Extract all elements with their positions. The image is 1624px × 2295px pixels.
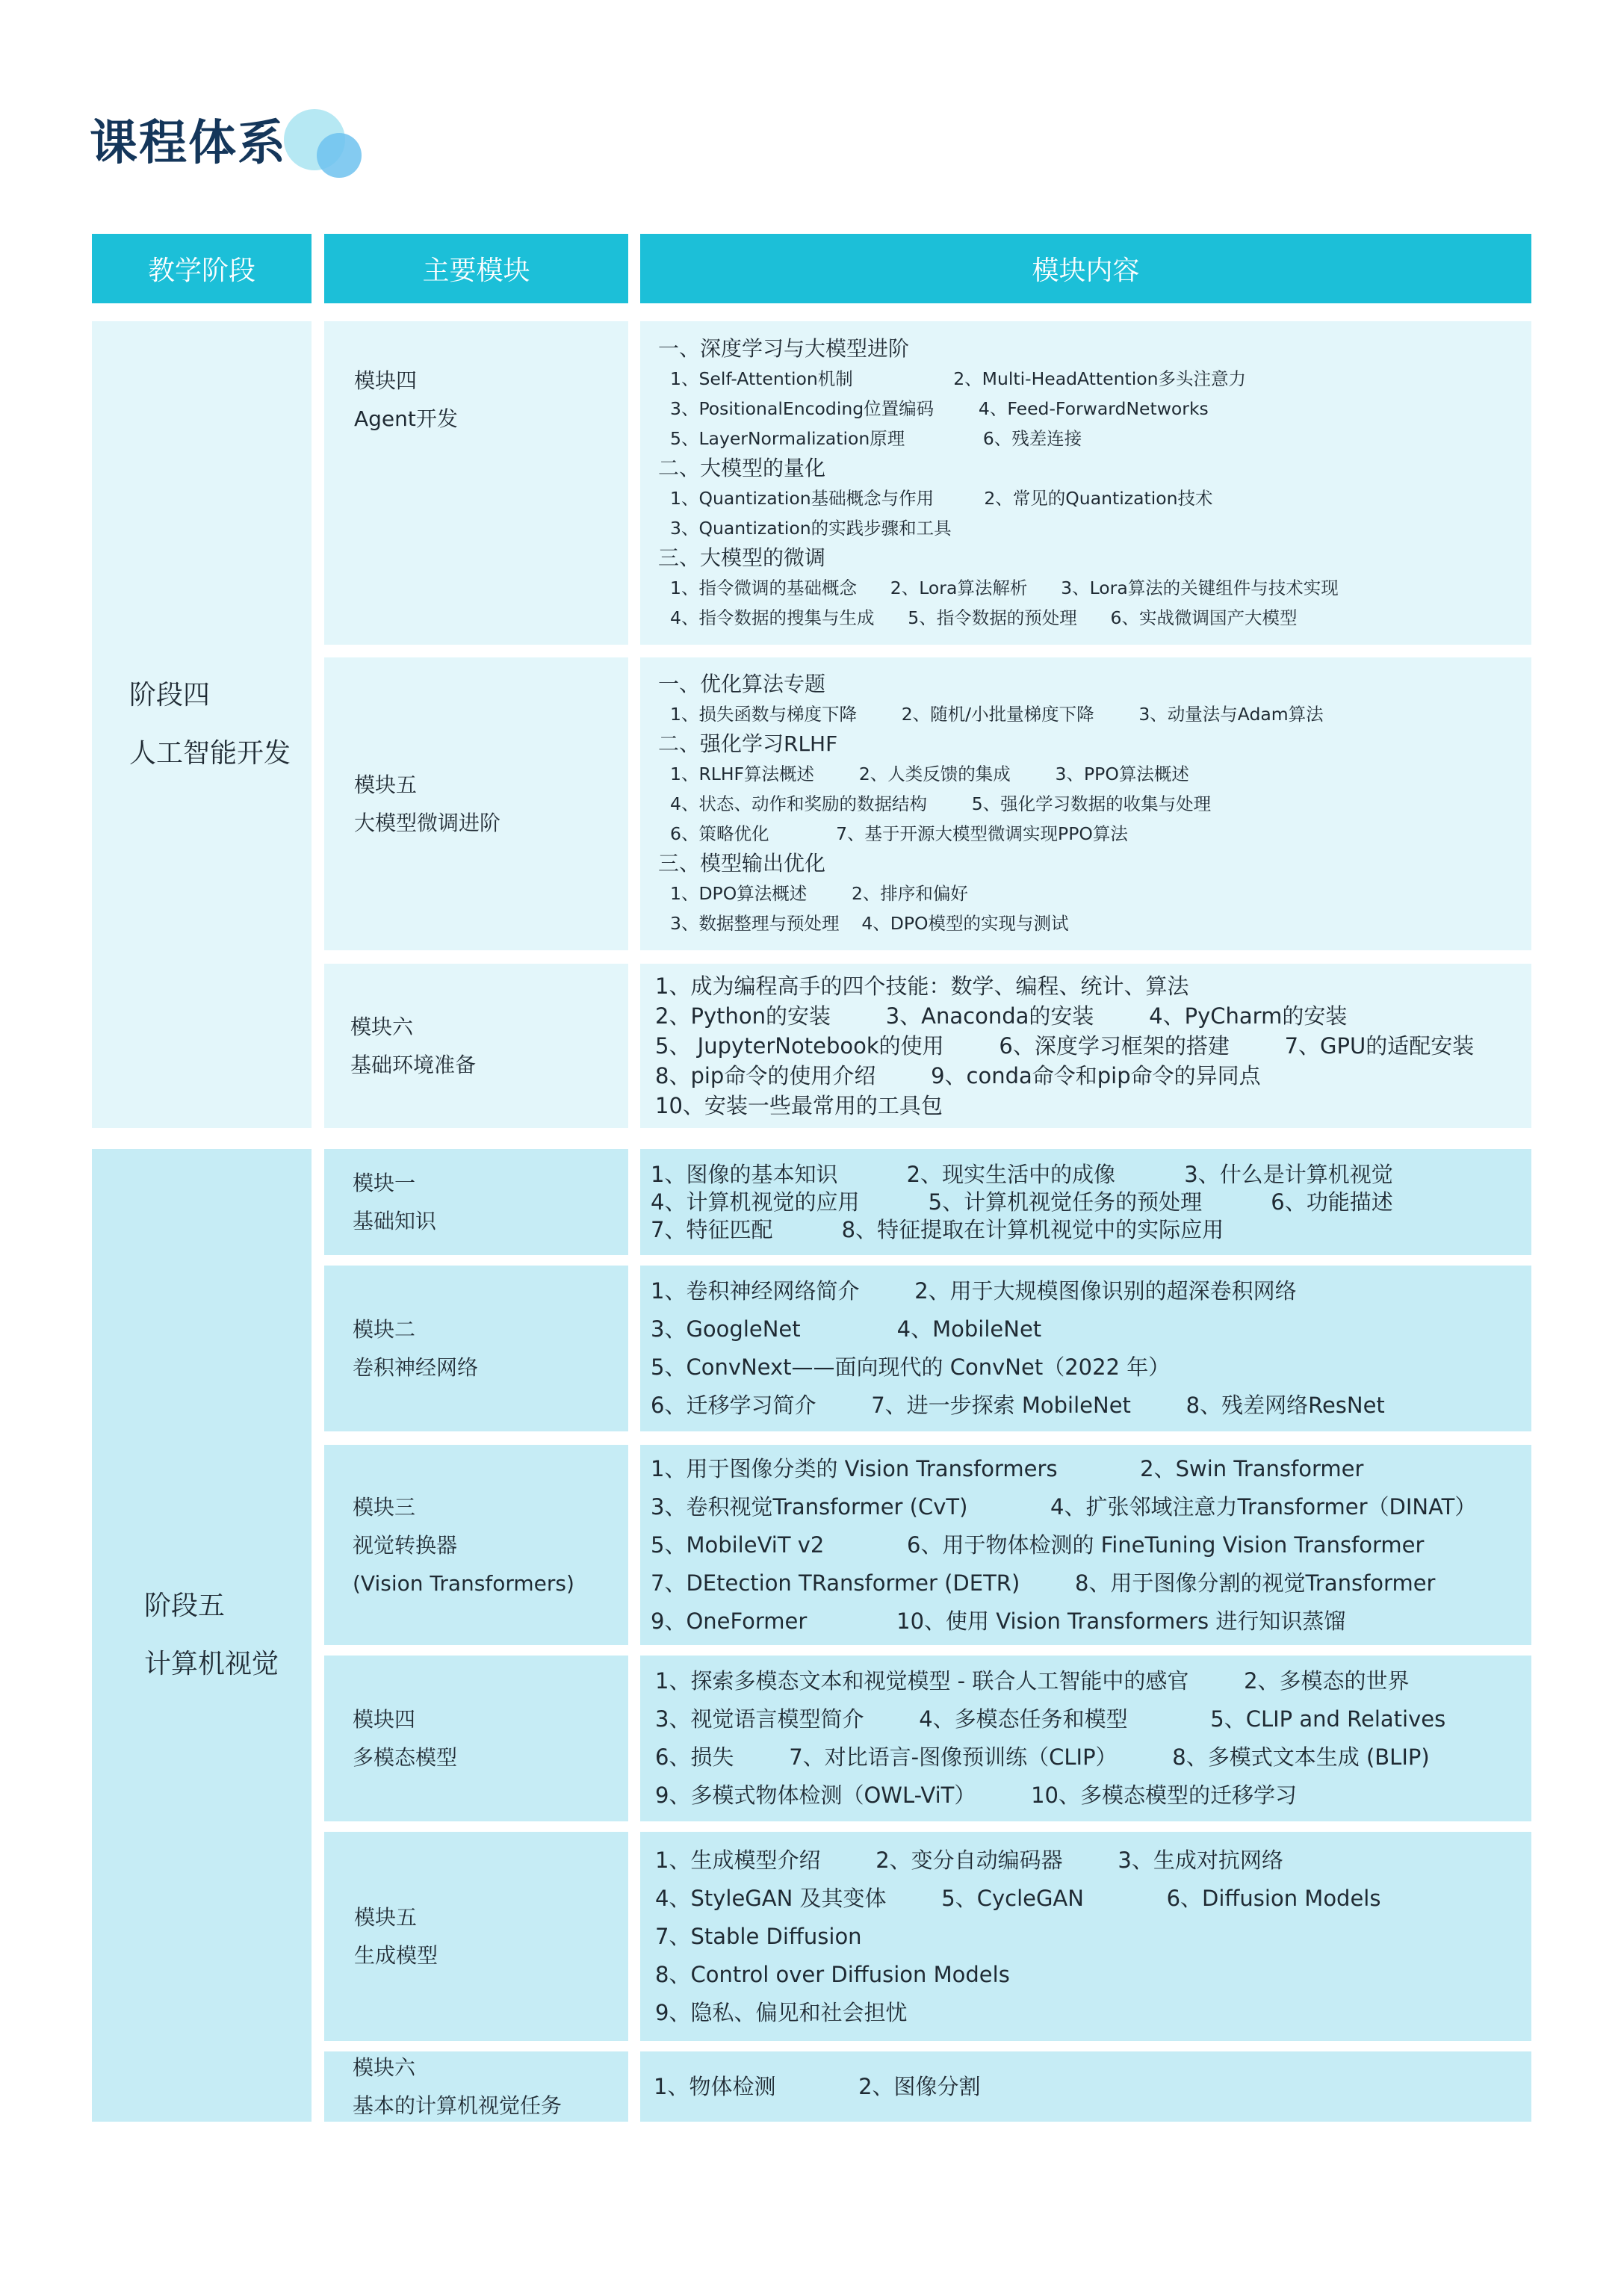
module-name: 模块三 bbox=[353, 1494, 416, 1520]
content-line: 1、损失函数与梯度下降 2、随机/小批量梯度下降 3、动量法与Adam算法 bbox=[670, 704, 1324, 725]
content-line: 1、物体检测 2、图像分割 bbox=[654, 2073, 981, 2099]
page-title: 课程体系 bbox=[90, 116, 287, 171]
module-name: 模块四 bbox=[354, 368, 418, 393]
content-line: 7、Stable Diffusion bbox=[655, 1923, 862, 1949]
content-line: 3、卷积视觉Transformer (CvT) 4、扩张邻域注意力Transformer（DINAT） bbox=[651, 1493, 1477, 1520]
content-line: 1、Quantization基础概念与作用 2、常见的Quantization技术 bbox=[670, 487, 1213, 509]
module-name: 模块二 bbox=[353, 1317, 416, 1342]
content-line: 9、隐私、偏见和社会担忧 bbox=[655, 1999, 908, 2025]
stage-title: 计算机视觉 bbox=[144, 1649, 279, 1679]
module-content-cell bbox=[640, 964, 1531, 1128]
module-content-cell bbox=[640, 1656, 1531, 1821]
content-line: 2、Python的安装 3、Anaconda的安装 4、PyCharm的安装 bbox=[655, 1003, 1348, 1029]
module-title: 多模态模型 bbox=[353, 1745, 458, 1770]
content-line: 6、迁移学习简介 7、进一步探索 MobileNet 8、残差网络ResNet bbox=[651, 1393, 1385, 1418]
module-title: Agent开发 bbox=[354, 406, 458, 431]
content-line: 1、指令微调的基础概念 2、Lora算法解析 3、Lora算法的关键组件与技术实现 bbox=[670, 577, 1339, 598]
content-line: 9、OneFormer 10、使用 Vision Transformers 进行知识蒸馏 bbox=[651, 1608, 1346, 1634]
content-line: 1、图像的基本知识 2、现实生活中的成像 3、什么是计算机视觉 bbox=[651, 1161, 1393, 1187]
module-name: 模块五 bbox=[354, 772, 418, 797]
module-title: 视觉转换器 bbox=[353, 1532, 458, 1558]
module-subtitle: (Vision Transformers) bbox=[353, 1570, 574, 1596]
content-line: 6、损失 7、对比语言-图像预训练（CLIP） 8、多模式文本生成 (BLIP) bbox=[655, 1744, 1430, 1770]
module-cell bbox=[324, 1832, 628, 2041]
content-line: 三、模型输出优化 bbox=[658, 851, 826, 876]
content-line: 3、Quantization的实践步骤和工具 bbox=[670, 517, 952, 539]
content-line: 1、成为编程高手的四个技能：数学、编程、统计、算法 bbox=[655, 973, 1189, 999]
content-line: 5、 JupyterNotebook的使用 6、深度学习框架的搭建 7、GPU的适配安装 bbox=[655, 1033, 1475, 1059]
module-cell bbox=[324, 2051, 628, 2122]
module-cell bbox=[324, 964, 628, 1128]
module-cell bbox=[324, 321, 628, 645]
content-line: 10、安装一些最常用的工具包 bbox=[655, 1093, 943, 1118]
content-line: 3、数据整理与预处理 4、DPO模型的实现与测试 bbox=[670, 913, 1069, 934]
content-line: 3、PositionalEncoding位置编码 4、Feed-ForwardNetworks bbox=[670, 397, 1209, 419]
module-name: 模块一 bbox=[353, 1171, 416, 1195]
module-content-cell bbox=[640, 1149, 1531, 1255]
stage-name: 阶段四 bbox=[129, 680, 211, 710]
content-line: 1、生成模型介绍 2、变分自动编码器 3、生成对抗网络 bbox=[655, 1847, 1283, 1873]
module-title: 基本的计算机视觉任务 bbox=[353, 2093, 562, 2118]
module-cell bbox=[324, 1445, 628, 1645]
content-line: 1、RLHF算法概述 2、人类反馈的集成 3、PPO算法概述 bbox=[670, 764, 1189, 784]
content-line: 8、pip命令的使用介绍 9、conda命令和pip命令的异同点 bbox=[655, 1063, 1261, 1088]
decorative-circle-icon bbox=[317, 133, 362, 178]
content-line: 4、指令数据的搜集与生成 5、指令数据的预处理 6、实战微调国产大模型 bbox=[670, 607, 1298, 628]
content-line: 1、Self-Attention机制 2、Multi-HeadAttention多头注意力 bbox=[670, 368, 1247, 389]
content-line: 4、StyleGAN 及其变体 5、CycleGAN 6、Diffusion Models bbox=[655, 1885, 1381, 1911]
header-content: 模块内容 bbox=[640, 234, 1531, 303]
module-name: 模块五 bbox=[354, 1905, 418, 1930]
module-title: 基础环境准备 bbox=[350, 1053, 477, 1077]
module-name: 模块六 bbox=[350, 1015, 414, 1039]
content-line: 1、卷积神经网络简介 2、用于大规模图像识别的超深卷积网络 bbox=[651, 1278, 1297, 1304]
content-line: 一、深度学习与大模型进阶 bbox=[658, 335, 910, 361]
module-content-cell bbox=[640, 657, 1531, 950]
stage-title: 人工智能开发 bbox=[129, 738, 291, 769]
module-title: 生成模型 bbox=[354, 1943, 438, 1968]
module-content-cell bbox=[640, 1266, 1531, 1431]
module-name: 模块六 bbox=[353, 2055, 416, 2080]
stage-four-cell bbox=[92, 321, 312, 1128]
content-line: 3、GoogleNet 4、MobileNet bbox=[651, 1316, 1042, 1342]
content-line: 3、视觉语言模型简介 4、多模态任务和模型 5、CLIP and Relatives bbox=[655, 1706, 1446, 1732]
header-stage: 教学阶段 bbox=[92, 234, 312, 303]
content-line: 4、状态、动作和奖励的数据结构 5、强化学习数据的收集与处理 bbox=[670, 793, 1212, 814]
header-module: 主要模块 bbox=[324, 234, 628, 303]
content-line: 1、探索多模态文本和视觉模型 - 联合人工智能中的感官 2、多模态的世界 bbox=[655, 1668, 1410, 1694]
content-line: 7、特征匹配 8、特征提取在计算机视觉中的实际应用 bbox=[651, 1216, 1224, 1242]
module-cell bbox=[324, 657, 628, 950]
content-line: 三、大模型的微调 bbox=[658, 545, 826, 570]
content-line: 5、MobileViT v2 6、用于物体检测的 FineTuning Vision Transformer bbox=[651, 1531, 1425, 1558]
content-line: 二、强化学习RLHF bbox=[658, 731, 838, 756]
content-line: 二、大模型的量化 bbox=[658, 455, 826, 480]
content-line: 4、计算机视觉的应用 5、计算机视觉任务的预处理 6、功能描述 bbox=[651, 1189, 1393, 1215]
module-content-cell bbox=[640, 1832, 1531, 2041]
module-title: 基础知识 bbox=[353, 1209, 437, 1233]
content-line: 一、优化算法专题 bbox=[658, 672, 826, 696]
content-line: 5、ConvNext——面向现代的 ConvNet（2022 年） bbox=[651, 1354, 1171, 1380]
content-line: 1、DPO算法概述 2、排序和偏好 bbox=[670, 883, 968, 904]
stage-name: 阶段五 bbox=[144, 1591, 226, 1621]
content-line: 6、策略优化 7、基于开源大模型微调实现PPO算法 bbox=[670, 823, 1128, 844]
module-cell bbox=[324, 1656, 628, 1821]
module-content-cell bbox=[640, 1445, 1531, 1645]
content-line: 7、DEtection TRansformer (DETR) 8、用于图像分割的视觉Transformer bbox=[651, 1570, 1436, 1596]
module-cell bbox=[324, 1266, 628, 1431]
stage-five-cell bbox=[92, 1149, 312, 2122]
content-line: 5、LayerNormalization原理 6、残差连接 bbox=[670, 427, 1082, 449]
content-line: 8、Control over Diffusion Models bbox=[655, 1961, 1010, 1987]
module-title: 大模型微调进阶 bbox=[354, 811, 501, 835]
module-content-cell bbox=[640, 321, 1531, 645]
module-content-cell bbox=[640, 2051, 1531, 2122]
module-cell bbox=[324, 1149, 628, 1255]
module-name: 模块四 bbox=[353, 1707, 416, 1732]
module-title: 卷积神经网络 bbox=[353, 1355, 479, 1380]
content-line: 1、用于图像分类的 Vision Transformers 2、Swin Transformer bbox=[651, 1455, 1364, 1481]
content-line: 9、多模式物体检测（OWL-ViT） 10、多模态模型的迁移学习 bbox=[655, 1783, 1297, 1808]
